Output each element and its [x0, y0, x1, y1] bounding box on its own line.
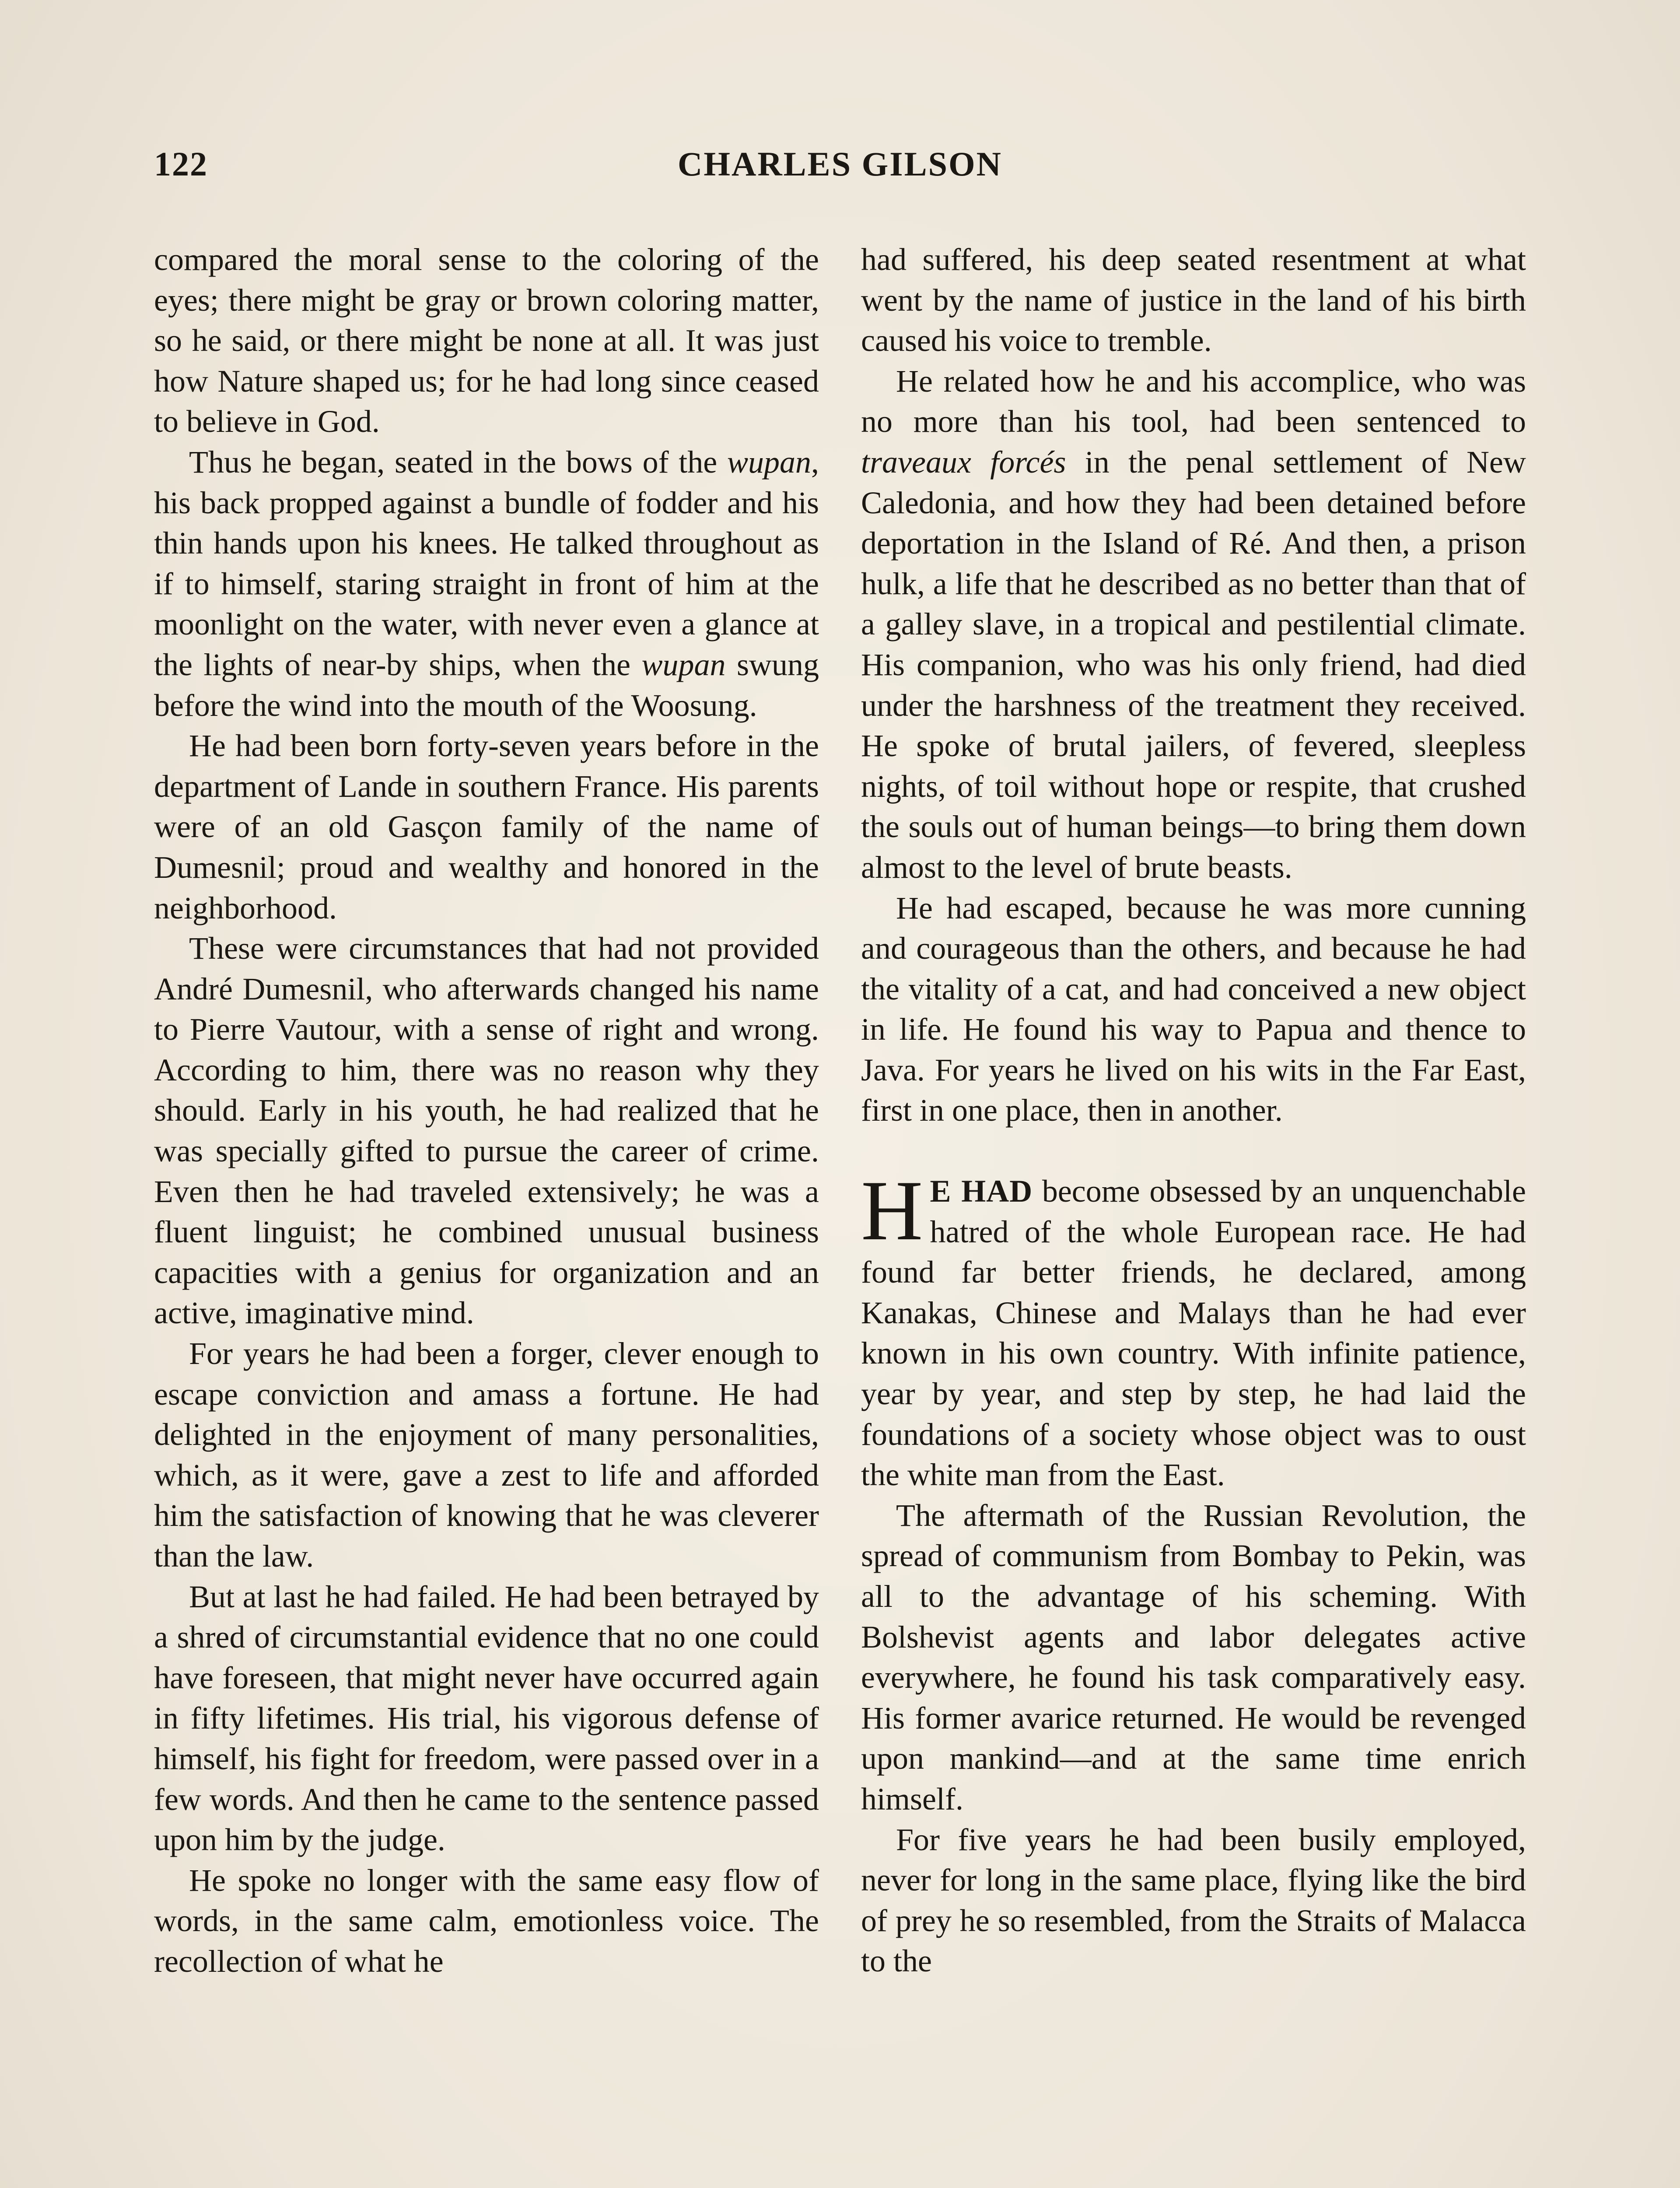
paragraph: He had been born forty-seven years before in the department of Lande in southern France. His parents were of an old Gasçon family of the name of Dumesnil; proud and wealthy and honored in the neighborhood. — [154, 728, 819, 926]
paragraph: He spoke no longer with the same easy flow of words, in the same calm, emotionless voice. The recollection of what he — [154, 1862, 819, 1979]
paragraph: had suffered, his deep seated resentment at what went by the name of justice in the land of his birth caused his voice to tremble. — [861, 242, 1526, 358]
paragraph: For years he had been a forger, clever enough to escape conviction and amass a fortune. He had delighted in the enjoyment of many personalities, which, as it were, gave a zest to life and afforded him the satisfaction of knowing that he was cleverer than the law. — [154, 1336, 819, 1574]
right-column — [861, 239, 1526, 1981]
paragraph: He related how he and his accomplice, who was no more than his tool, had been sentenced to traveaux forcés in the penal settlement of New Caledonia, and how they had been detained before deportation in the Island of Ré. And then, a prison hulk, a life that he described as no better than that of a galley slave, in a tropical and pestilential climate. His companion, who was his only friend, had died under the harshness of the treatment they received. He spoke of brutal jailers, of fevered, sleepless nights, of toil without hope or respite, that crushed the souls out of human beings—to bring them down almost to the level of brute beasts. — [861, 363, 1526, 885]
paragraph: compared the moral sense to the coloring of the eyes; there might be gray or brown coloring matter, so he said, or there might be none at all. It was just how Nature shaped us; for he had long since ceased to believe in God. — [154, 242, 819, 439]
italic-term: traveaux forcés — [861, 444, 1066, 480]
running-head: CHARLES GILSON — [677, 145, 1003, 183]
paragraph: He had escaped, because he was more cunning and courageous than the others, and because he had the vitality of a cat, and had conceived a new object in life. He found his way to Papua and thence to Java. For years he lived on his wits in the Far East, first in one place, then in another. — [861, 890, 1526, 1128]
drop-cap: H — [861, 1163, 923, 1259]
paragraph: These were circumstances that had not provided André Dumesnil, who afterwards changed his name to Pierre Vautour, with a sense of right and wrong. According to him, there was no reason why they should. Early in his youth, he had realized that he was specially gifted to pursue the career of crime. Even then he had traveled extensively; he was a fluent linguist; he combined unusual business capacities with a genius for organization and an active, imaginative mind. — [154, 931, 819, 1331]
page-number: 122 — [154, 145, 208, 183]
paragraph: Thus he began, seated in the bows of the wupan, his back propped against a bundle of fodder and his thin hands upon his knees. He talked throughout as if to himself, staring straight in front of him at the moonlight on the water, with never even a glance at the lights of near-by ships, when the wupan swung before the wind into the mouth of the Woosung. — [154, 444, 819, 723]
italic-term: wupan — [641, 647, 726, 682]
paragraph: For five years he had been busily employed, never for long in the same place, flying like the bird of prey he so resembled, from the Straits of Malacca to the — [861, 1822, 1526, 1979]
section-break — [861, 1131, 1526, 1171]
left-column — [154, 239, 819, 1982]
lead-in: E HAD — [930, 1174, 1033, 1209]
paragraph: The aftermath of the Russian Revolution, the spread of communism from Bombay to Pekin, was all to the advantage of his scheming. With Bolshevist agents and labor delegates active everywhere, he found his task comparatively easy. His former avarice returned. He would be revenged upon mankind—and at the same time enrich himself. — [861, 1497, 1526, 1816]
italic-term: wupan — [727, 444, 811, 480]
paragraph: But at last he had failed. He had been betrayed by a shred of circumstantial evidence that no one could have foreseen, that might never have occurred again in fifty lifetimes. His trial, his vigorous defense of himself, his fight for freedom, were passed over in a few words. And then he came to the sentence passed upon him by the judge. — [154, 1579, 819, 1858]
paragraph-dropcap: H E HAD become obsessed by an unquenchable hatred of the whole European race. He had found far better friends, he declared, among Kanakas, Chinese and Malays than he had ever known in his own country. With infinite patience, year by year, and step by step, he had laid the foundations of a society whose object was to oust the white man from the East. — [861, 1163, 1526, 1493]
page-header — [154, 144, 1526, 193]
